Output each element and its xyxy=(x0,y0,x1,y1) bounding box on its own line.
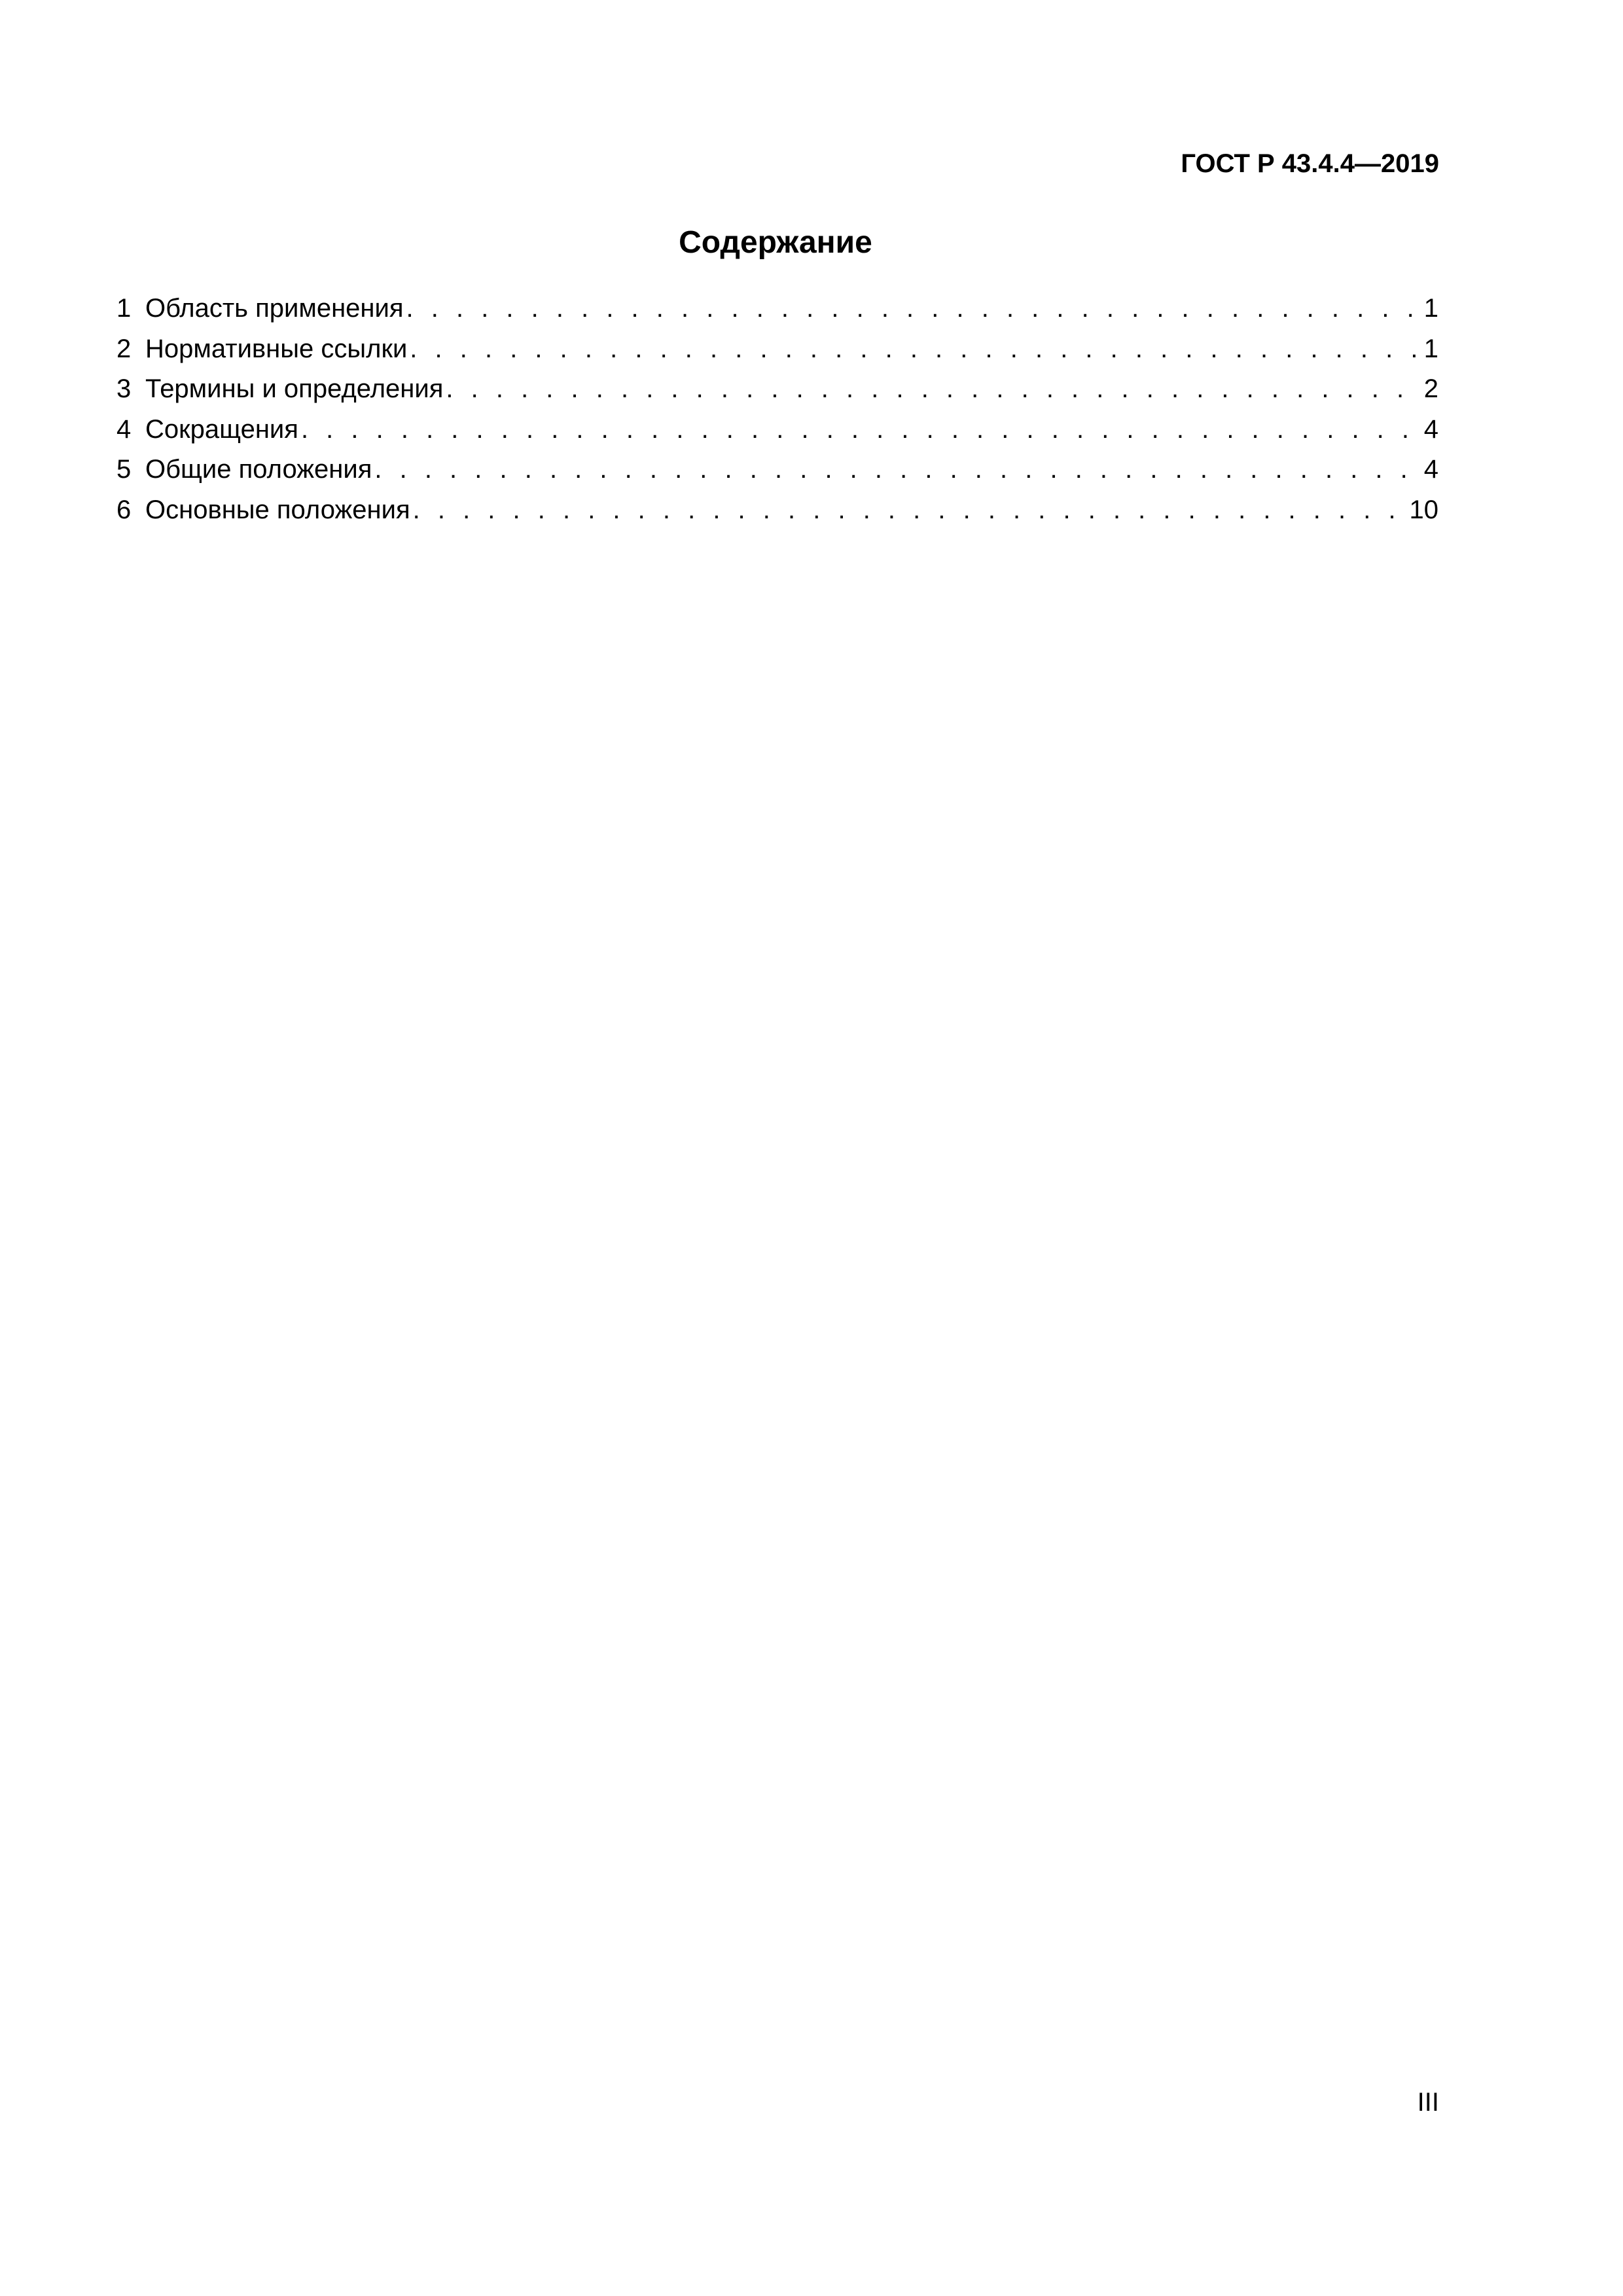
toc-entry-title: Нормативные ссылки xyxy=(145,334,408,363)
toc-entry-number: 2 xyxy=(116,334,132,363)
toc-entry-number: 5 xyxy=(116,455,132,484)
toc-entry-number: 6 xyxy=(116,495,132,524)
toc-entry-4[interactable] xyxy=(116,416,1438,457)
toc-entry-page: 4 xyxy=(1423,414,1438,444)
toc-entry-page: 1 xyxy=(1423,294,1438,323)
toc-entry-title: Термины и определения xyxy=(145,374,444,403)
toc-dot-leader xyxy=(413,497,1407,523)
toc-entry-page: 10 xyxy=(1409,495,1438,524)
toc-dot-leader xyxy=(406,295,1421,321)
toc-entry-number: 1 xyxy=(116,294,132,323)
toc-entry-1[interactable] xyxy=(116,295,1438,336)
toc-entry-number: 4 xyxy=(116,414,132,444)
toc-title: Содержание xyxy=(679,225,872,260)
toc-entry-number: 3 xyxy=(116,374,132,403)
toc-entry-page: 2 xyxy=(1423,374,1438,403)
toc-entry-title: Сокращения xyxy=(145,414,298,444)
toc-dot-leader xyxy=(374,456,1421,482)
toc-dot-leader xyxy=(301,416,1421,442)
toc-entry-title: Область применения xyxy=(145,294,404,323)
toc-dot-leader xyxy=(410,336,1421,362)
page-number: III xyxy=(1417,2088,1439,2117)
toc-entry-title: Общие положения xyxy=(145,455,372,484)
toc-entry-3[interactable] xyxy=(116,376,1438,416)
toc-entry-title: Основные положения xyxy=(145,495,410,524)
document-code: ГОСТ Р 43.4.4—2019 xyxy=(1181,149,1439,178)
toc-entry-5[interactable] xyxy=(116,456,1438,497)
toc-entry-page: 4 xyxy=(1423,455,1438,484)
toc-entry-2[interactable] xyxy=(116,336,1438,376)
toc-entry-6[interactable] xyxy=(116,497,1438,537)
table-of-contents xyxy=(116,295,1438,537)
toc-dot-leader xyxy=(446,376,1421,402)
toc-entry-page: 1 xyxy=(1423,334,1438,363)
